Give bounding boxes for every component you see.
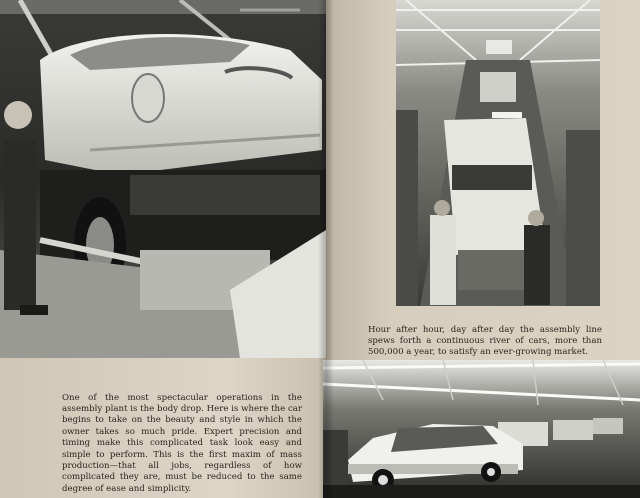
finished-cars-photo — [323, 360, 640, 498]
body-drop-caption: One of the most spectacular operations in the assembly plant is the body drop. Here is where the car begins to take on the beauty and style in which the owner takes so much pride. Expert precision and timing make this complicated task look easy and simple to perform. This is the first maxim of mass production—that all jobs, regardless of how complicated they are, must be reduced to the same degree of ease and simplicity. — [62, 392, 302, 494]
assembly-line-caption: Hour after hour, day after day the assembly line spews forth a continuous river of cars, more than 500,000 a year, to satisfy an ever-growing market. — [368, 324, 602, 358]
book-gutter — [318, 0, 334, 498]
assembly-line-photo — [396, 0, 600, 306]
body-drop-photo — [0, 0, 326, 358]
